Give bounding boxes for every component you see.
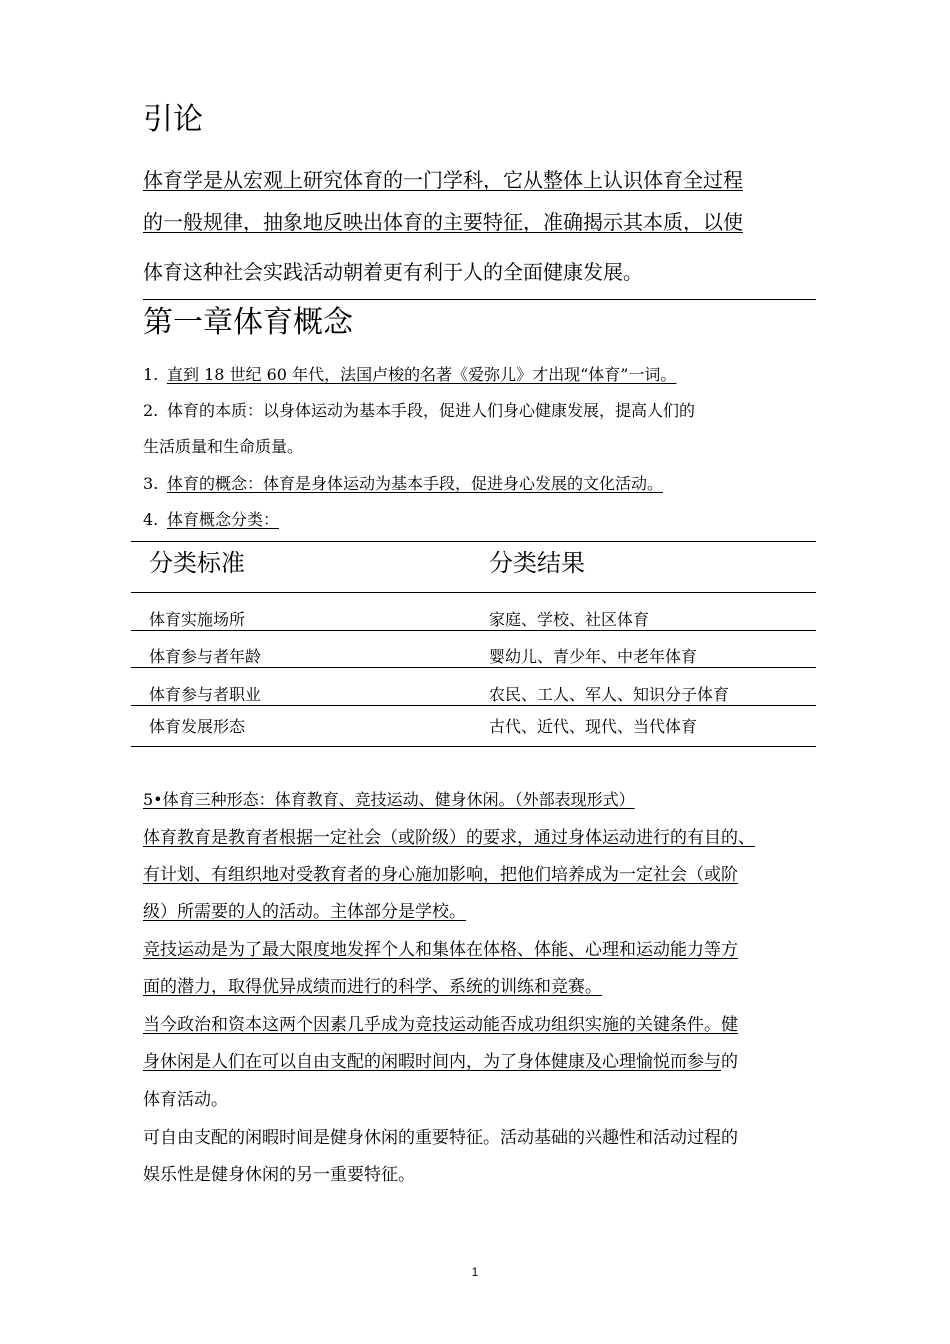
table-cell-row3-result: 农民、工人、军人、知识分子体育: [489, 685, 730, 704]
list-item-1: [143, 364, 676, 386]
list-item-4: [143, 509, 279, 531]
intro-line-3: 体育这种社会实践活动朝着更有利于人的全面健康发展。: [143, 260, 643, 284]
list-item-text: 体育的概念：体育是身体运动为基本手段，促进身心发展的文化活动。: [167, 474, 664, 493]
list-item-2-continuation: 生活质量和生命质量。: [143, 437, 304, 456]
table-header-standard: 分类标准: [149, 549, 245, 577]
section5-line-5: 面的潜力，取得优异成绩而进行的科学、系统的训练和竞赛。: [143, 977, 602, 997]
table-rule-bottom: [131, 746, 816, 747]
list-item-text: 体育的本质：以身体运动为基本手段，促进人们身心健康发展，提高人们的: [167, 401, 696, 420]
table-header-result: 分类结果: [489, 549, 585, 577]
list-item-text: 直到 18 世纪 60 年代，法国卢梭的名著《爱弥儿》才出现“体育”一词。: [167, 365, 677, 384]
table-rule-top: [131, 541, 816, 542]
table-rule-row1: [131, 630, 816, 631]
section5-line-10: 娱乐性是健身休闲的另一重要特征。: [143, 1165, 415, 1185]
table-cell-row3-standard: 体育参与者职业: [149, 685, 262, 704]
table-cell-row2-standard: 体育参与者年龄: [149, 647, 262, 666]
intro-heading: 引论: [143, 102, 203, 137]
page-number: 1: [471, 1265, 479, 1279]
section5-line-1: 体育教育是教育者根据一定社会（或阶级）的要求，通过身体运动进行的有目的、: [143, 828, 755, 848]
list-item-3: [143, 473, 663, 495]
section5-title: 5•体育三种形态：体育教育、竞技运动、健身休闲。（外部表现形式）: [143, 790, 635, 809]
section5-line-7-tail: 的: [721, 1052, 738, 1072]
table-cell-row2-result: 婴幼儿、青少年、中老年体育: [489, 647, 698, 666]
chapter-heading: 第一章体育概念: [143, 305, 353, 340]
list-item-text: 体育概念分类：: [167, 510, 280, 529]
section5-line-7-underlined: 身休闲是人们在可以自由支配的闲暇时间内，为了身体健康及心理愉悦而参与: [143, 1052, 721, 1072]
list-item-number: 3.: [143, 474, 159, 493]
section5-line-6: 当今政治和资本这两个因素几乎成为竞技运动能否成功组织实施的关键条件。健: [143, 1015, 738, 1035]
table-rule-row3: [131, 705, 816, 706]
list-item-number: 2.: [143, 401, 159, 420]
section5-line-7: [143, 1050, 738, 1074]
section5-line-8: 体育活动。: [143, 1090, 228, 1110]
section5-line-3: 级）所需要的人的活动。主体部分是学校。: [143, 902, 466, 922]
list-item-number: 1.: [143, 365, 159, 384]
table-cell-row1-result: 家庭、学校、社区体育: [489, 610, 650, 629]
list-item-2: [143, 400, 695, 422]
section5-line-9: 可自由支配的闲暇时间是健身休闲的重要特征。活动基础的兴趣性和活动过程的: [143, 1128, 738, 1148]
list-item-number: 4.: [143, 510, 159, 529]
chapter-divider: [143, 299, 816, 300]
intro-line-2: 的一般规律，抽象地反映出体育的主要特征，准确揭示其本质，以使: [143, 210, 743, 234]
table-rule-row2: [131, 667, 816, 668]
section5-line-4: 竞技运动是为了最大限度地发挥个人和集体在体格、体能、心理和运动能力等方: [143, 940, 738, 960]
section5-line-2: 有计划、有组织地对受教育者的身心施加影响，把他们培养成为一定社会（或阶: [143, 865, 738, 885]
intro-line-1: 体育学是从宏观上研究体育的一门学科，它从整体上认识体育全过程: [143, 168, 743, 192]
table-cell-row1-standard: 体育实施场所: [149, 610, 246, 629]
table-cell-row4-standard: 体育发展形态: [149, 717, 246, 736]
table-cell-row4-result: 古代、近代、现代、当代体育: [489, 717, 698, 736]
table-rule-header: [131, 592, 816, 593]
